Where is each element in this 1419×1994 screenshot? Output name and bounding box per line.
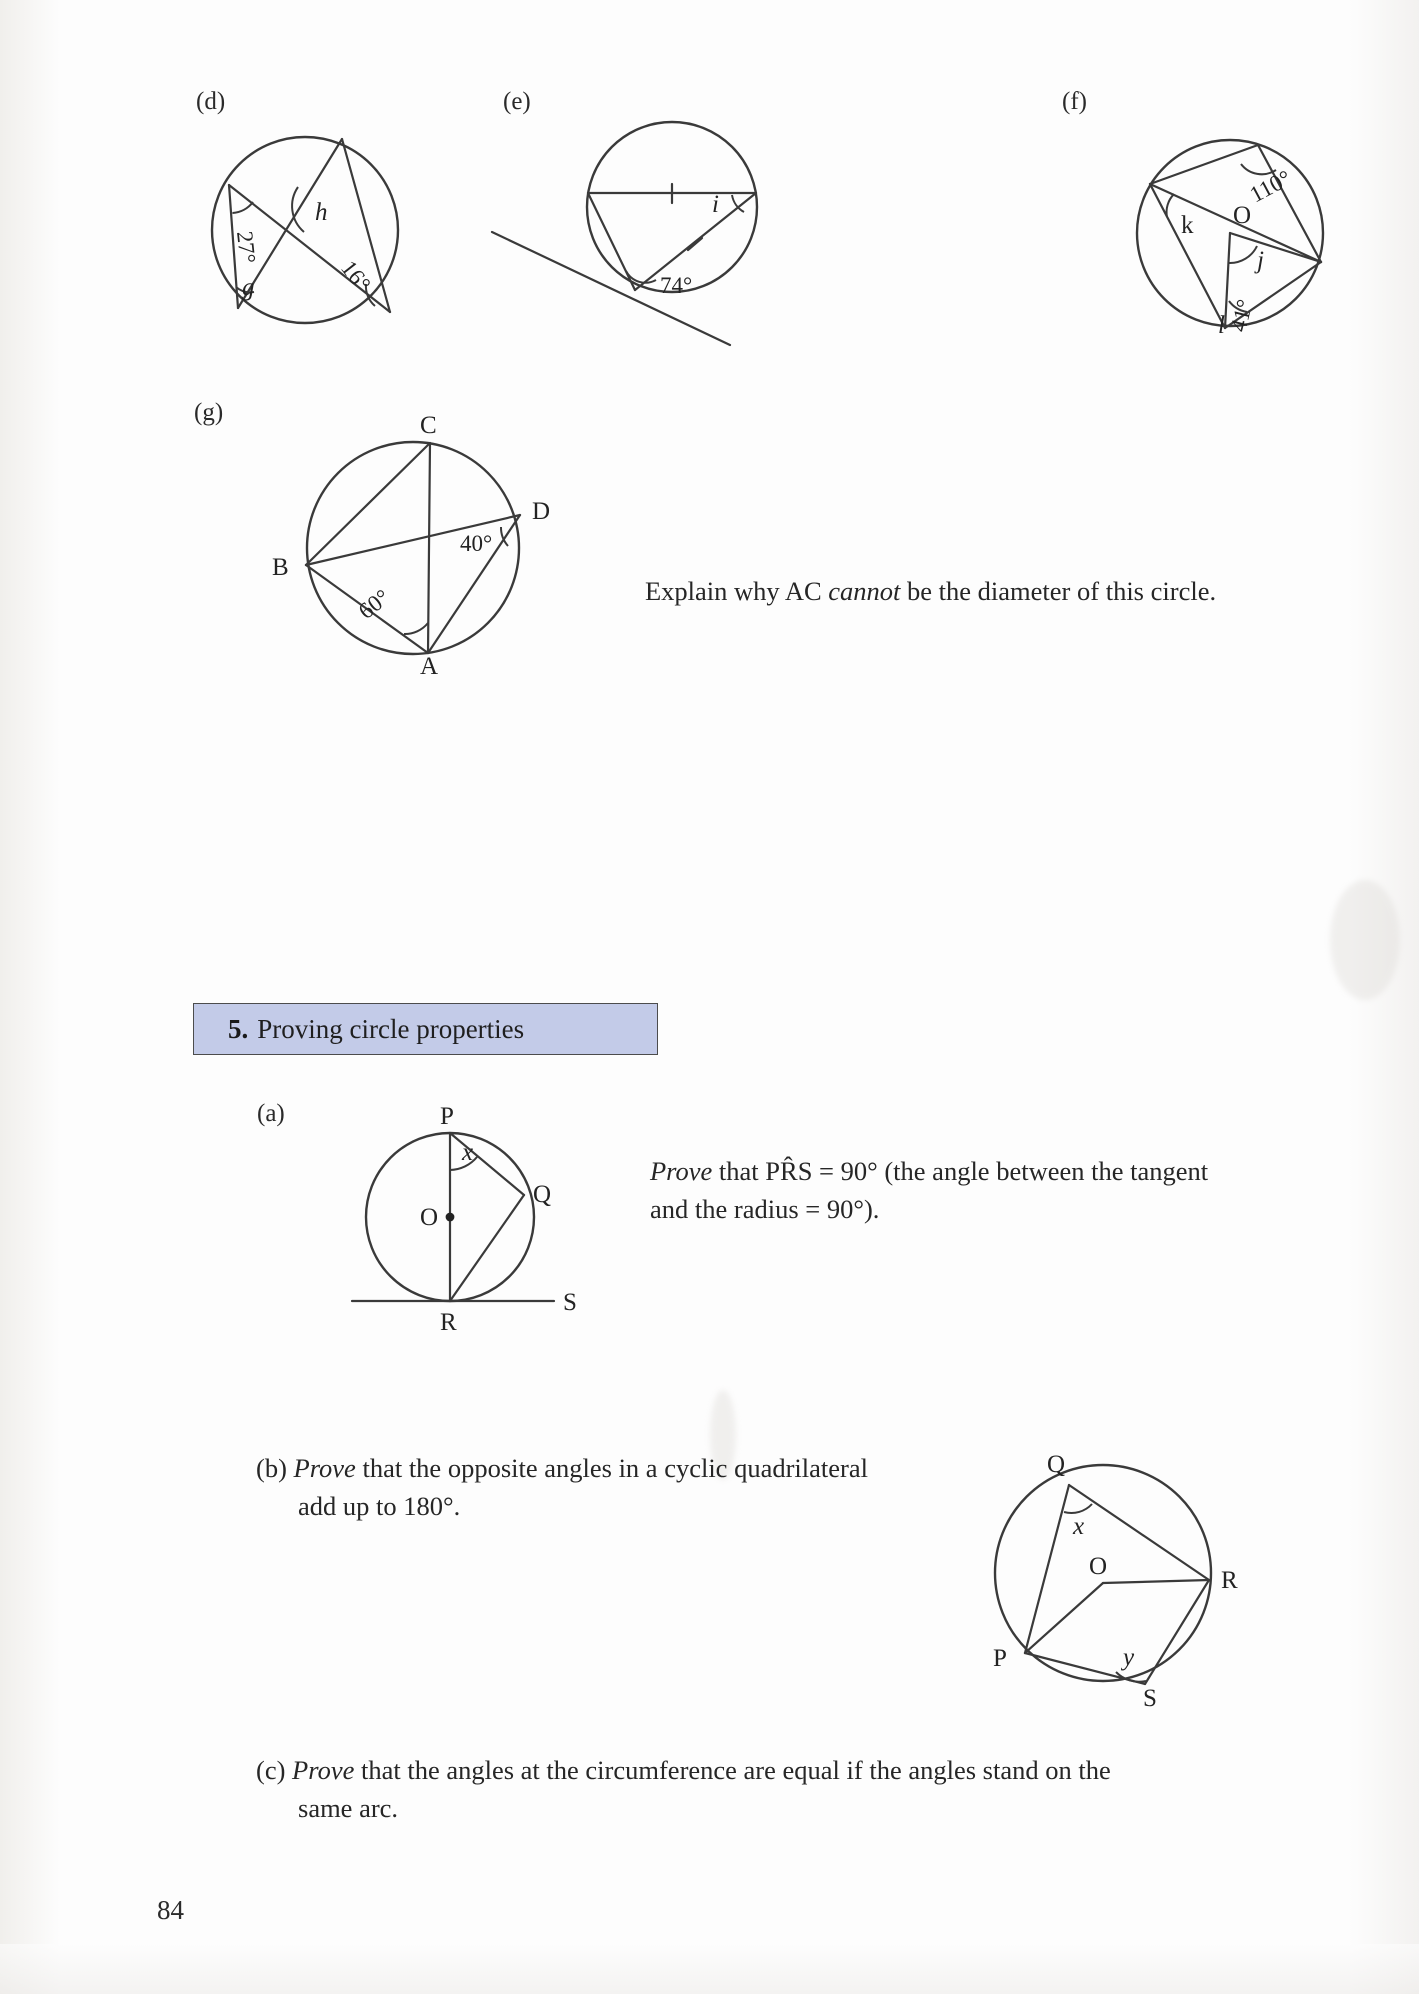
angle-value-110: 110° bbox=[1245, 165, 1296, 208]
angle-value-16: 16° bbox=[336, 255, 376, 297]
exercise-label-f: (f) bbox=[1062, 88, 1087, 115]
prompt-italic-prove: Prove bbox=[293, 1453, 356, 1483]
exercise-label-g: (g) bbox=[194, 399, 224, 426]
point-label-Q: Q bbox=[533, 1181, 552, 1208]
exercise-g-question bbox=[645, 573, 1345, 611]
angle-label-j: j bbox=[1257, 247, 1264, 274]
diagram-5a bbox=[358, 1100, 608, 1360]
item-label-c: (c) bbox=[256, 1755, 286, 1785]
point-label-S: S bbox=[1143, 1685, 1157, 1712]
angle-label-g: g bbox=[242, 274, 255, 301]
point-label-C: C bbox=[420, 412, 437, 439]
prompt-line-1: that the opposite angles in a cyclic quadrilateral bbox=[355, 1453, 868, 1483]
exercise-label-e: (e) bbox=[503, 88, 531, 115]
section-title: Proving circle properties bbox=[257, 1013, 525, 1044]
item-label-b: (b) bbox=[256, 1453, 287, 1483]
prompt-line-2: and the radius = 90°). bbox=[650, 1193, 880, 1224]
question-text-italic: cannot bbox=[828, 576, 901, 606]
point-label-P: P bbox=[440, 1103, 454, 1130]
exercise-label-d: (d) bbox=[196, 88, 226, 115]
point-label-R: R bbox=[1221, 1567, 1238, 1594]
item-label-a: (a) bbox=[257, 1100, 285, 1127]
question-text-after: be the diameter of this circle. bbox=[900, 576, 1217, 606]
centre-label-O: O bbox=[420, 1204, 439, 1231]
point-label-S: S bbox=[563, 1289, 577, 1316]
point-label-D: D bbox=[532, 498, 551, 525]
diagram-f bbox=[1105, 128, 1365, 358]
point-label-B: B bbox=[272, 554, 289, 581]
prompt-line-1: that PR̂S = 90° (the angle between the tangent bbox=[712, 1156, 1209, 1186]
item-b-prompt bbox=[256, 1450, 976, 1525]
diagram-5b bbox=[985, 1438, 1265, 1712]
scan-smudge bbox=[1330, 880, 1400, 1000]
angle-label-k: k bbox=[1181, 212, 1194, 239]
diagram-e bbox=[480, 100, 770, 350]
page-number: 84 bbox=[157, 1895, 184, 1925]
angle-label-y: y bbox=[1123, 1644, 1135, 1671]
angle-label-l: l bbox=[1218, 312, 1225, 339]
angle-value-27: 27° bbox=[232, 229, 261, 265]
centre-label-O: O bbox=[1089, 1553, 1108, 1580]
prompt-italic-prove: Prove bbox=[292, 1755, 355, 1785]
item-c-prompt bbox=[256, 1752, 1266, 1827]
item-a-prompt bbox=[650, 1153, 1350, 1228]
angle-value-60: 60° bbox=[353, 584, 395, 624]
section-header-banner bbox=[193, 1003, 658, 1055]
prompt-line-1: that the angles at the circumference are equal if the angles stand on the bbox=[354, 1755, 1111, 1785]
angle-label-x: x bbox=[1073, 1513, 1085, 1540]
diagram-d bbox=[200, 120, 410, 340]
prompt-line-2: same arc. bbox=[298, 1792, 399, 1823]
section-number: 5. bbox=[228, 1013, 249, 1044]
diagram-g bbox=[270, 412, 590, 680]
angle-label-h: h bbox=[315, 199, 328, 226]
prompt-line-2: add up to 180°. bbox=[298, 1490, 461, 1521]
point-label-P: P bbox=[993, 1645, 1007, 1672]
prompt-italic-prove: Prove bbox=[650, 1156, 713, 1186]
angle-value-40: 40° bbox=[460, 531, 493, 556]
point-label-A: A bbox=[420, 653, 439, 680]
angle-value-74: 74° bbox=[660, 273, 693, 298]
point-label-R: R bbox=[440, 1309, 457, 1336]
question-text-before: Explain why AC bbox=[645, 576, 829, 606]
page-edge-shading-bottom bbox=[0, 1944, 1419, 1994]
point-label-Q: Q bbox=[1047, 1451, 1066, 1478]
page-edge-shading-left bbox=[0, 0, 60, 1994]
centre-label-O: O bbox=[1233, 202, 1252, 229]
angle-label-i: i bbox=[712, 191, 719, 218]
angle-label-x: x bbox=[462, 1139, 474, 1166]
angle-value-41: 41° bbox=[1225, 296, 1258, 335]
